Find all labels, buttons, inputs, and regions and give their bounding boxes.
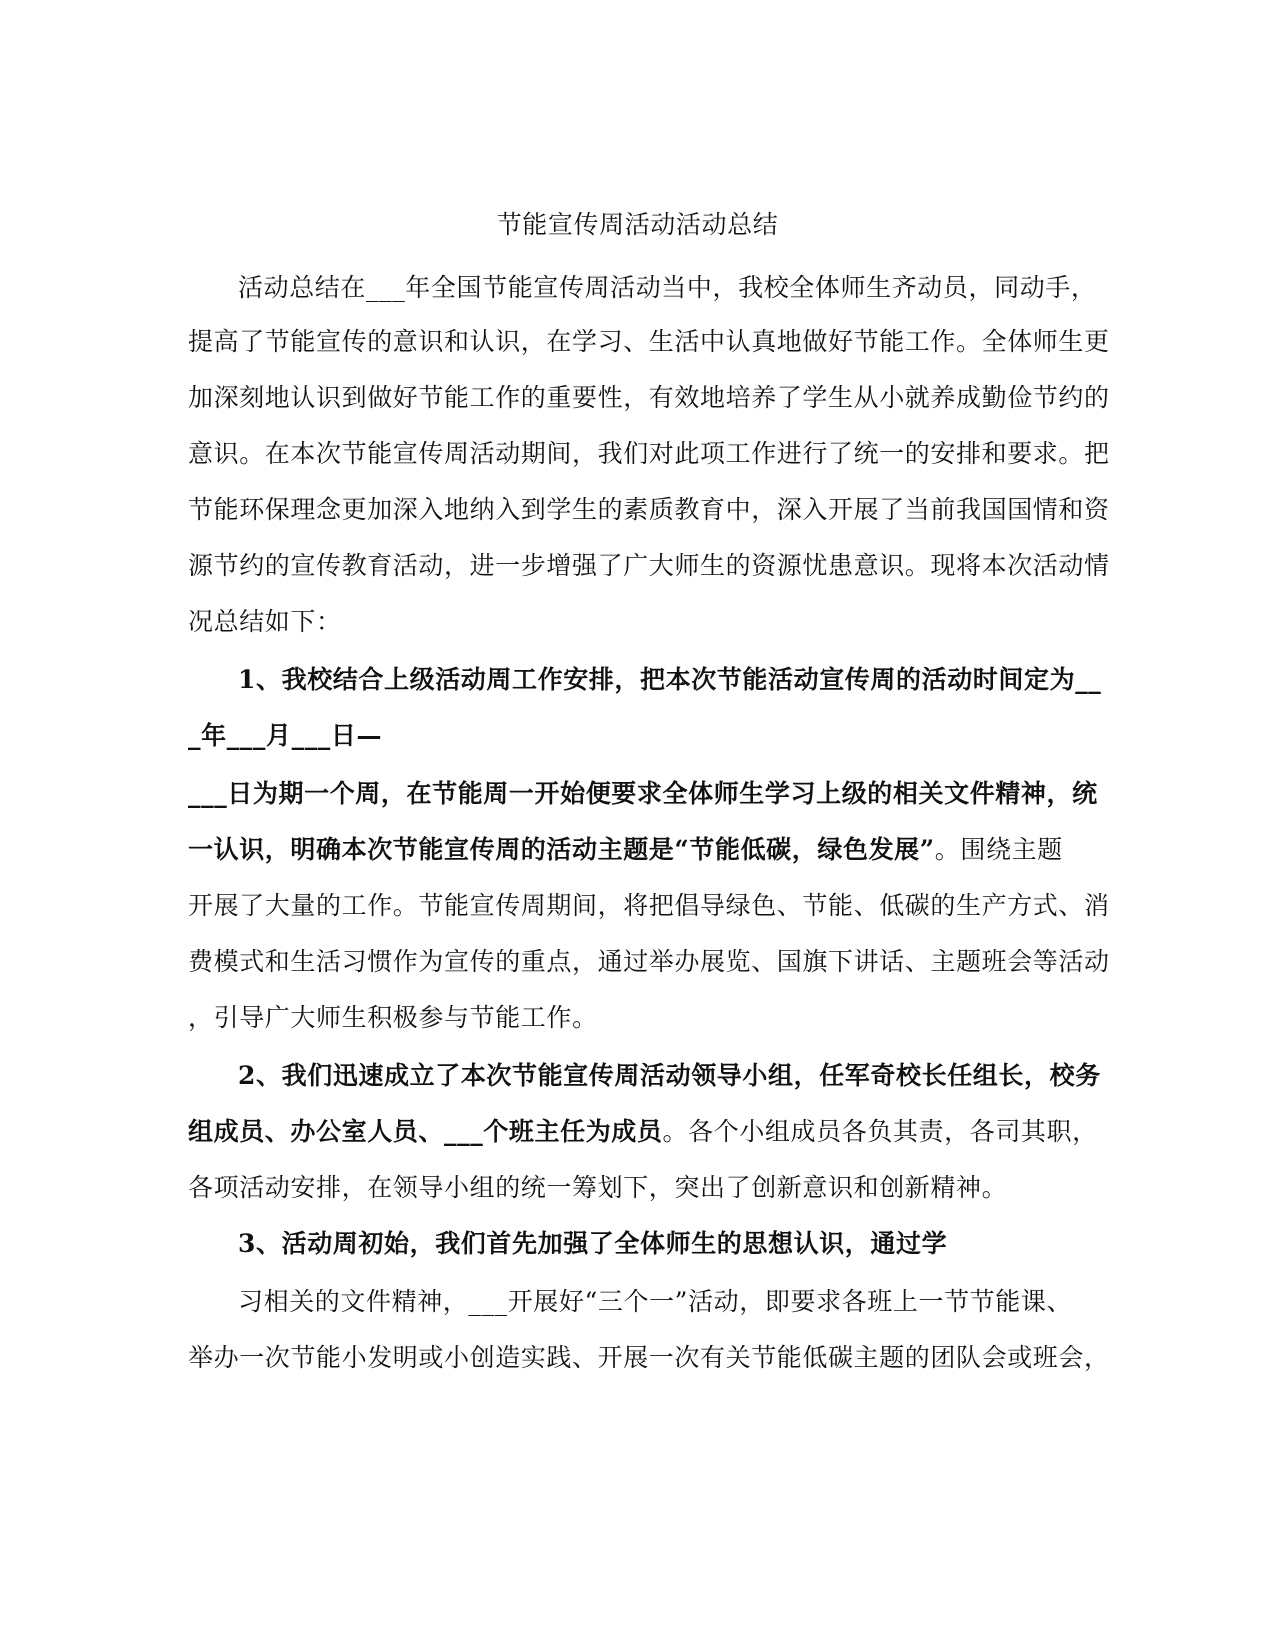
intro-line-7: 况总结如下：	[188, 607, 342, 636]
section2-line-1: 2、我们迅速成立了本次节能宣传周活动领导小组，任军奇校长任组长，校务	[238, 1061, 1101, 1090]
section1-line-4	[188, 833, 1088, 867]
section3-line-3: 举办一次节能小发明或小创造实践、开展一次有关节能低碳主题的团队会或班会，	[188, 1343, 1110, 1372]
intro-line-1: 活动总结在___年全国节能宣传周活动当中，我校全体师生齐动员，同动手，	[238, 273, 1097, 302]
section1-line-5: 开展了大量的工作。节能宣传周期间，将把倡导绿色、节能、低碳的生产方式、消	[188, 891, 1110, 920]
section2-line-2	[188, 1115, 1098, 1149]
section1-line-3: ___日为期一个周，在节能周一开始便要求全体师生学习上级的相关文件精神，统	[188, 779, 1098, 808]
section1-line-6: 费模式和生活习惯作为宣传的重点，通过举办展览、国旗下讲话、主题班会等活动	[188, 947, 1110, 976]
section1-line-1: 1、我校结合上级活动周工作安排，把本次节能活动宣传周的活动时间定为__	[238, 665, 1102, 694]
intro-line-3: 加深刻地认识到做好节能工作的重要性，有效地培养了学生从小就养成勤俭节约的	[188, 383, 1110, 412]
intro-line-2: 提高了节能宣传的意识和认识，在学习、生活中认真地做好节能工作。全体师生更	[188, 327, 1110, 356]
section2-line-2-rest: 。各个小组成员各负其责，各司其职，	[662, 1117, 1098, 1146]
section1-line-2: _年___月___日—	[188, 721, 383, 750]
section2-line-3: 各项活动安排，在领导小组的统一筹划下，突出了创新意识和创新精神。	[188, 1173, 1008, 1202]
intro-line-6: 源节约的宣传教育活动，进一步增强了广大师生的资源忧患意识。现将本次活动情	[188, 551, 1110, 580]
document-title: 节能宣传周活动活动总结	[496, 210, 779, 239]
section1-theme-text: 一认识，明确本次节能宣传周的活动主题是“节能低碳，绿色发展”	[188, 835, 935, 864]
intro-line-5: 节能环保理念更加深入地纳入到学生的素质教育中，深入开展了当前我国国情和资	[188, 495, 1110, 524]
section2-members-text: 组成员、办公室人员、___个班主任为成员	[188, 1117, 663, 1146]
section3-line-1: 3、活动周初始，我们首先加强了全体师生的思想认识，通过学	[238, 1229, 948, 1258]
section1-line-4-rest: 。围绕主题	[934, 835, 1063, 864]
section3-line-2: 习相关的文件精神，___开展好“三个一”活动，即要求各班上一节节能课、	[238, 1287, 1073, 1316]
intro-line-4: 意识。在本次节能宣传周活动期间，我们对此项工作进行了统一的安排和要求。把	[188, 439, 1110, 468]
section1-line-7: ，引导广大师生积极参与节能工作。	[188, 1003, 598, 1032]
